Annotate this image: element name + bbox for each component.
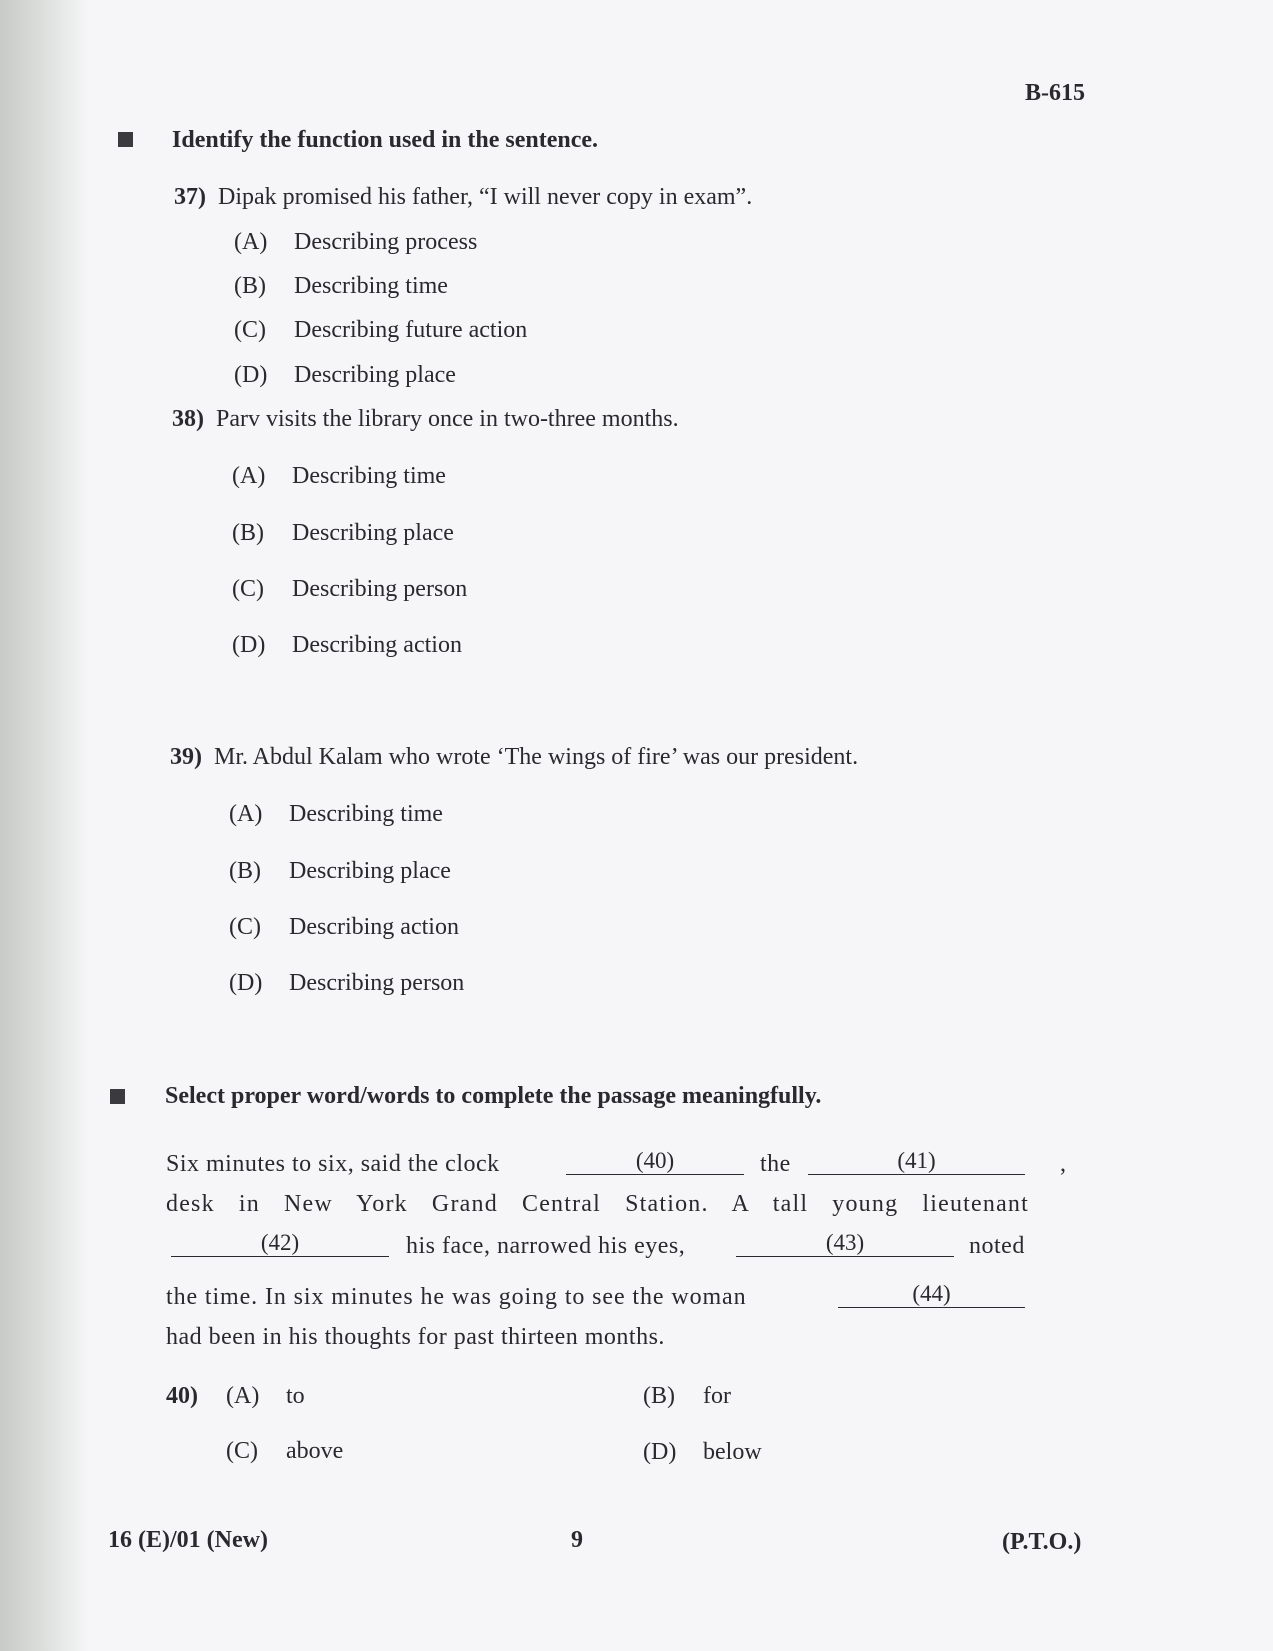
passage-line-5: had been in his thoughts for past thirteen months. [166, 1324, 665, 1350]
option-37-d[interactable]: (D) Describing place [234, 362, 456, 388]
blank-42[interactable]: (42) [171, 1230, 389, 1257]
passage-line-1c: , [1060, 1151, 1067, 1177]
option-39-b[interactable]: (B) Describing place [229, 858, 451, 884]
question-text: Dipak promised his father, “I will never copy in exam”. [218, 184, 753, 210]
question-text: Mr. Abdul Kalam who wrote ‘The wings of fire’ was our president. [214, 744, 859, 770]
section-bullet-icon [110, 1089, 125, 1104]
footer-paper-id: 16 (E)/01 (New) [108, 1527, 268, 1553]
question-number: 37) [174, 184, 206, 210]
question-number: 39) [170, 744, 202, 770]
option-37-c[interactable]: (C) Describing future action [234, 317, 528, 343]
option-38-b[interactable]: (B) Describing place [232, 520, 454, 546]
page-number: 9 [571, 1527, 583, 1553]
section-title: Identify the function used in the sentence. [172, 127, 599, 153]
question-40-number: 40) [166, 1383, 198, 1409]
section-bullet-icon [118, 132, 133, 147]
option-38-d[interactable]: (D) Describing action [232, 632, 462, 658]
option-40-a[interactable]: (A) to [226, 1383, 305, 1409]
option-40-d[interactable]: (D) below [643, 1439, 762, 1465]
question-39 [170, 744, 858, 771]
question-38 [172, 406, 679, 433]
scan-edge-shadow [0, 0, 90, 1651]
passage-line-1b: the [760, 1151, 791, 1177]
question-number: 38) [172, 406, 204, 432]
option-39-d[interactable]: (D) Describing person [229, 970, 465, 996]
blank-40[interactable]: (40) [566, 1148, 744, 1175]
option-38-a[interactable]: (A) Describing time [232, 463, 446, 489]
option-37-b[interactable]: (B) Describing time [234, 273, 448, 299]
option-40-b[interactable]: (B) for [643, 1383, 731, 1409]
paper-code: B-615 [1025, 80, 1085, 106]
section-title: Select proper word/words to complete the passage meaningfully. [165, 1083, 822, 1109]
option-37-a[interactable]: (A) Describing process [234, 229, 478, 255]
question-text: Parv visits the library once in two-three months. [216, 406, 679, 432]
passage-line-4: the time. In six minutes he was going to see the woman [166, 1284, 747, 1310]
option-38-c[interactable]: (C) Describing person [232, 576, 468, 602]
blank-41[interactable]: (41) [808, 1148, 1025, 1175]
footer-pto: (P.T.O.) [1002, 1529, 1082, 1555]
passage-line-3b: noted [969, 1233, 1025, 1259]
option-40-c[interactable]: (C) above [226, 1438, 344, 1464]
option-39-a[interactable]: (A) Describing time [229, 801, 443, 827]
passage-line-3a: his face, narrowed his eyes, [406, 1233, 686, 1259]
blank-43[interactable]: (43) [736, 1230, 954, 1257]
passage-line-1a: Six minutes to six, said the clock [166, 1151, 500, 1177]
blank-44[interactable]: (44) [838, 1281, 1025, 1308]
passage-line-2: desk in New York Grand Central Station. A tall young lieutenant [166, 1191, 1029, 1217]
option-39-c[interactable]: (C) Describing action [229, 914, 459, 940]
question-37 [174, 184, 752, 211]
